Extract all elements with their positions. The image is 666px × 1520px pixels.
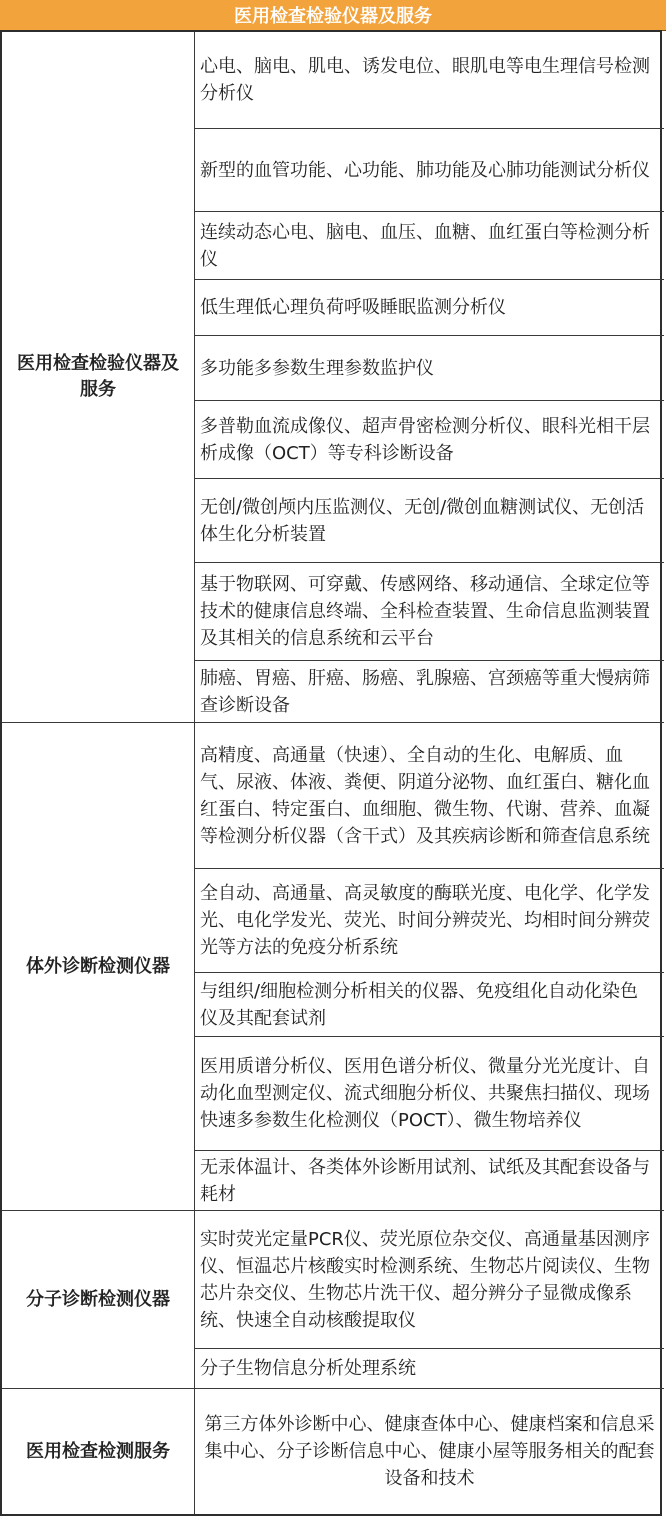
table-cell: 无汞体温计、各类体外诊断用试剂、试纸及其配套设备与耗材 — [195, 1151, 664, 1211]
table-cell: 与组织/细胞检测分析相关的仪器、免疫组化自动化染色仪及其配套试剂 — [195, 973, 664, 1037]
table-cell: 分子生物信息分析处理系统 — [195, 1349, 664, 1389]
table-cell: 心电、脑电、肌电、诱发电位、眼肌电等电生理信号检测分析仪 — [195, 32, 664, 129]
table-cell: 基于物联网、可穿戴、传感网络、移动通信、全球定位等技术的健康信息终端、全科检查装置、生命信息监测装置及其相关的信息系统和云平台 — [195, 563, 664, 661]
category-label-services: 医用检查检测服务 — [2, 1389, 195, 1514]
table-cell: 全自动、高通量、高灵敏度的酶联光度、电化学、化学发光、电化学发光、荧光、时间分辨荧光、均相时间分辨荧光等方法的免疫分析系统 — [195, 869, 664, 973]
table-cell: 无创/微创颅内压监测仪、无创/微创血糖测试仪、无创活体生化分析装置 — [195, 479, 664, 563]
table-cell: 医用质谱分析仪、医用色谱分析仪、微量分光光度计、自动化血型测定仪、流式细胞分析仪、共聚焦扫描仪、现场快速多参数生化检测仪（POCT）、微生物培养仪 — [195, 1037, 664, 1151]
table-cell: 多普勒血流成像仪、超声骨密检测分析仪、眼科光相干层析成像（OCT）等专科诊断设备 — [195, 401, 664, 479]
table-cell: 低生理低心理负荷呼吸睡眠监测分析仪 — [195, 280, 664, 336]
table-cell: 新型的血管功能、心功能、肺功能及心肺功能测试分析仪 — [195, 129, 664, 212]
equipment-table — [0, 30, 662, 1516]
table-cell: 多功能多参数生理参数监护仪 — [195, 336, 664, 401]
category-label-medical-inspection: 医用检查检验仪器及服务 — [2, 32, 195, 723]
table-cell: 实时荧光定量PCR仪、荧光原位杂交仪、高通量基因测序仪、恒温芯片核酸实时检测系统、生物芯片阅读仪、生物芯片杂交仪、生物芯片洗干仪、超分辨分子显微成像系统、快速全自动核酸提取仪 — [195, 1211, 664, 1349]
table-cell: 肺癌、胃癌、肝癌、肠癌、乳腺癌、宫颈癌等重大慢病筛查诊断设备 — [195, 661, 664, 723]
category-label-ivd: 体外诊断检测仪器 — [2, 723, 195, 1211]
table-cell: 高精度、高通量（快速）、全自动的生化、电解质、血气、尿液、体液、粪便、阴道分泌物、血红蛋白、糖化血红蛋白、特定蛋白、血细胞、微生物、代谢、营养、血凝等检测分析仪器（含干式）及其疾病诊断和筛查信息系统 — [195, 723, 664, 869]
table-cell: 第三方体外诊断中心、健康查体中心、健康档案和信息采集中心、分子诊断信息中心、健康小屋等服务相关的配套设备和技术 — [204, 1414, 655, 1489]
table-cell: 连续动态心电、脑电、血压、血糖、血红蛋白等检测分析仪 — [195, 212, 664, 280]
table-title: 医用检查检验仪器及服务 — [0, 0, 666, 31]
category-label-molecular: 分子诊断检测仪器 — [2, 1211, 195, 1389]
